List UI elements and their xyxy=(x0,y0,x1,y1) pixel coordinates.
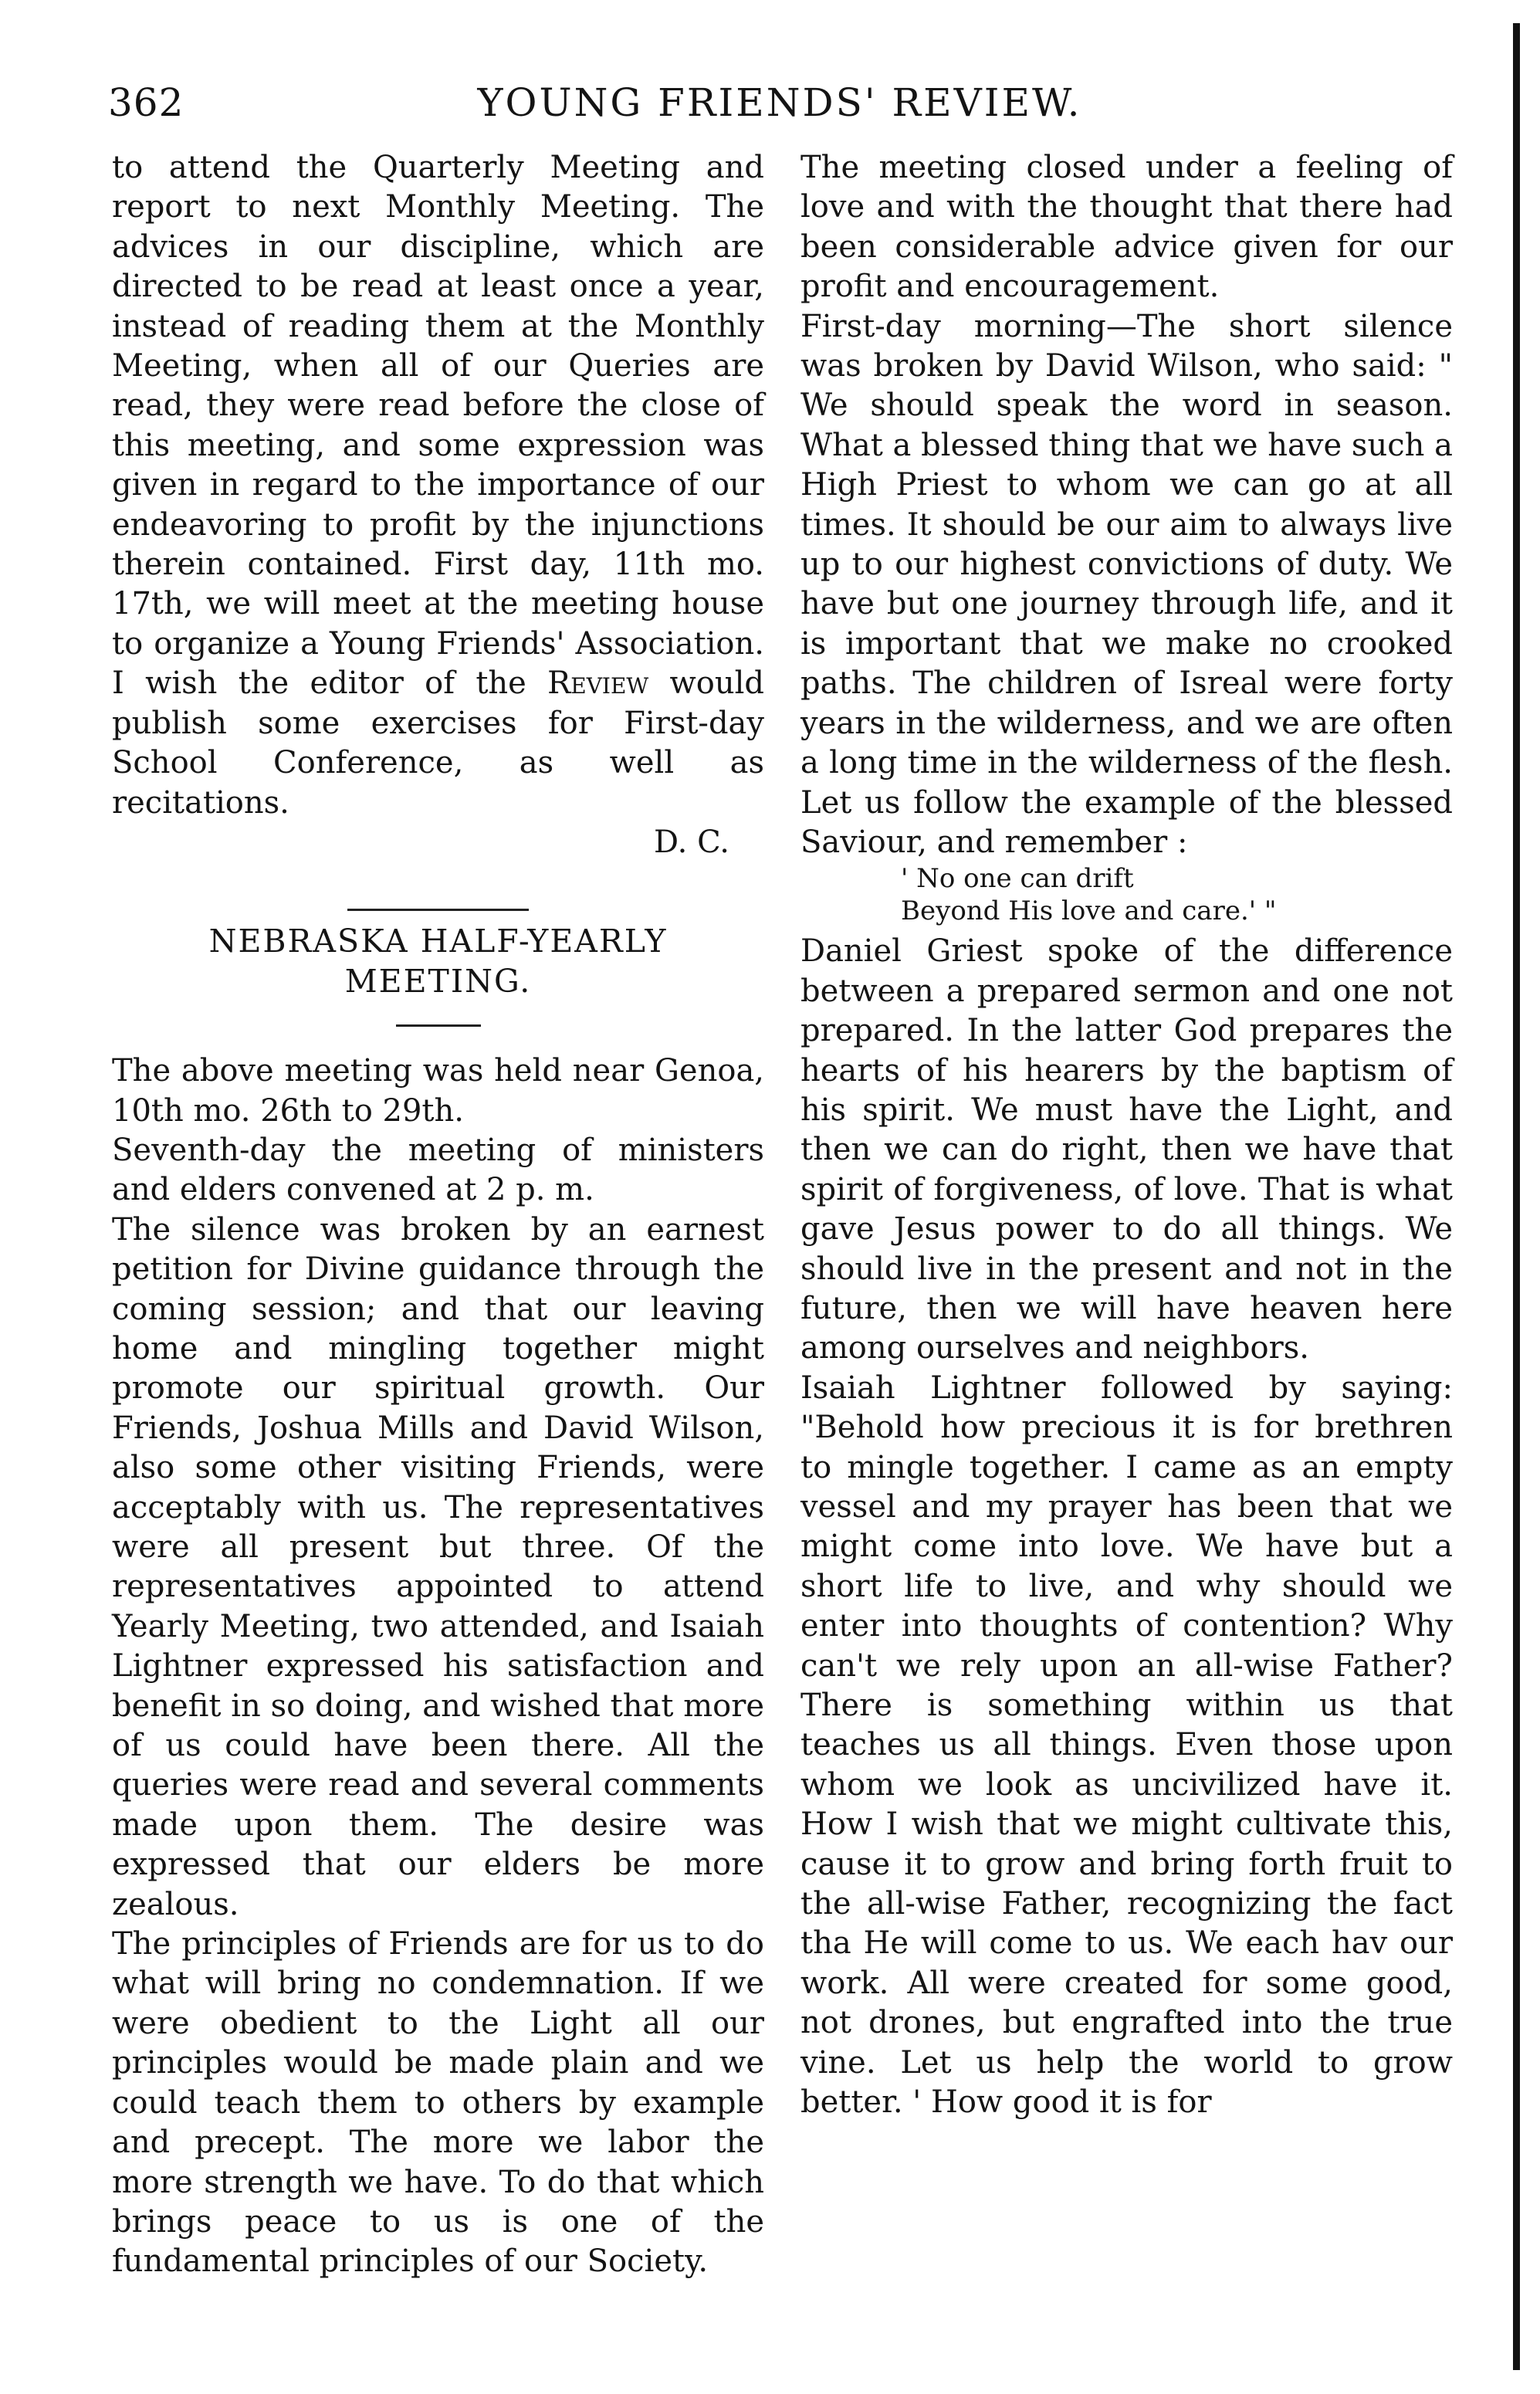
section-heading-line-2: MEETING. xyxy=(344,962,532,1000)
signature: D. C. xyxy=(654,824,729,860)
paragraph-text: would publish some exercises for First-day School Conference, as well as recitations. xyxy=(112,665,764,821)
page-header xyxy=(108,80,1451,134)
paragraph: The silence was broken by an earnest petition for Divine guidance through the coming session; and that our leaving home and mingling together might promote our spiritual growth. Our Friends, Joshua Mills and David Wilson, also some other visiting Friends, were acceptably with us. The representatives were all present but three. Of the representatives appointed to attend Yearly Meeting, two attended, and Isaiah Lightner expressed his satisfaction and benefit in so doing, and wished that more of us could have been there. All the queries were read and several comments made upon them. The desire was expressed that our elders be more zealous. xyxy=(112,1211,764,1922)
paragraph: First-day morning—The short silence was broken by David Wilson, who said: " We should speak the word in season. What a blessed thing that we have such a High Priest to whom we can go at all times. It should be our aim to always live up to our highest convictions of duty. We have but one journey through life, and it is important that we make no crooked paths. The children of Isreal were forty years in the wilderness, and we are often a long time in the wilderness of the flesh. Let us follow the example of the blessed Saviour, and remember : xyxy=(800,308,1453,860)
review-name: Review xyxy=(547,665,649,702)
paragraph: Isaiah Lightner followed by saying: "Behold how precious it is for brethren to mingle together. I came as an empty vessel and my prayer has been that we might come into love. We have but a short life to live, and why should we enter into thoughts of contention? Why can't we rely upon an all-wise Father? There is something within us that teaches us all things. Even those upon whom we look as uncivilized have it. How I wish that we might cultivate this, cause it to grow and bring forth fruit to the all-wise Father, recognizing the fact tha He will come to us. We each hav our work. All were created for some good, not drones, but engrafted into the true vine. Let us help the world to grow better. ' How good it is for xyxy=(800,1370,1453,2121)
paragraph: Daniel Griest spoke of the difference between a prepared sermon and one not prepared. In the latter God prepares the hearts of his hearers by the baptism of his spirit. We must have the Light, and then we can do right, then we have that spirit of forgiveness, of love. That is what gave Jesus power to do all things. We should live in the present and not in the future, then we will have heaven here among ourselves and neighbors. xyxy=(800,933,1453,1366)
heading-divider xyxy=(396,1024,481,1027)
page-edge-rule xyxy=(1513,23,1520,2370)
poem-line: Beyond His love and care.' " xyxy=(901,896,1277,927)
paragraph-text: to attend the Quarterly Meeting and report to next Monthly Meeting. The advices in our discipline, which are directed to be read at least once a year, instead of reading them at the Monthly Meeting, when all of our Queries are read, they were read before the close of this meeting, and some expression was given in regard to the importance of our endeavoring to profit by the injunctions therein contained. First day, 11th mo. 17th, we will meet at the meeting house to organize a Young Friends' Association. I wish the editor of the xyxy=(112,150,764,702)
poem-line: ' No one can drift xyxy=(901,863,1134,895)
paragraph: The meeting closed under a feeling of love and with the thought that there had been considerable advice given for our profit and encouragement. xyxy=(800,150,1453,305)
running-title: YOUNG FRIENDS' REVIEW. xyxy=(477,80,1082,125)
right-column xyxy=(800,148,1453,2123)
paragraph: Seventh-day the meeting of ministers and elders convened at 2 p. m. xyxy=(112,1132,764,1208)
section-heading-line-1: NEBRASKA HALF-YEARLY xyxy=(208,923,668,960)
paragraph: The principles of Friends are for us to do what will bring no condemnation. If we were obedient to the Light all our principles would be made plain and we could teach them to others by example and precept. The more we labor the more strength we have. To do that which brings peace to us is one of the fundamental principles of our Society. xyxy=(112,1926,764,2280)
section-divider xyxy=(347,909,529,911)
paragraph: The above meeting was held near Genoa, 10th mo. 26th to 29th. xyxy=(112,1053,764,1129)
paragraph xyxy=(112,148,764,823)
page-number: 362 xyxy=(108,80,184,125)
left-column xyxy=(112,148,764,2282)
